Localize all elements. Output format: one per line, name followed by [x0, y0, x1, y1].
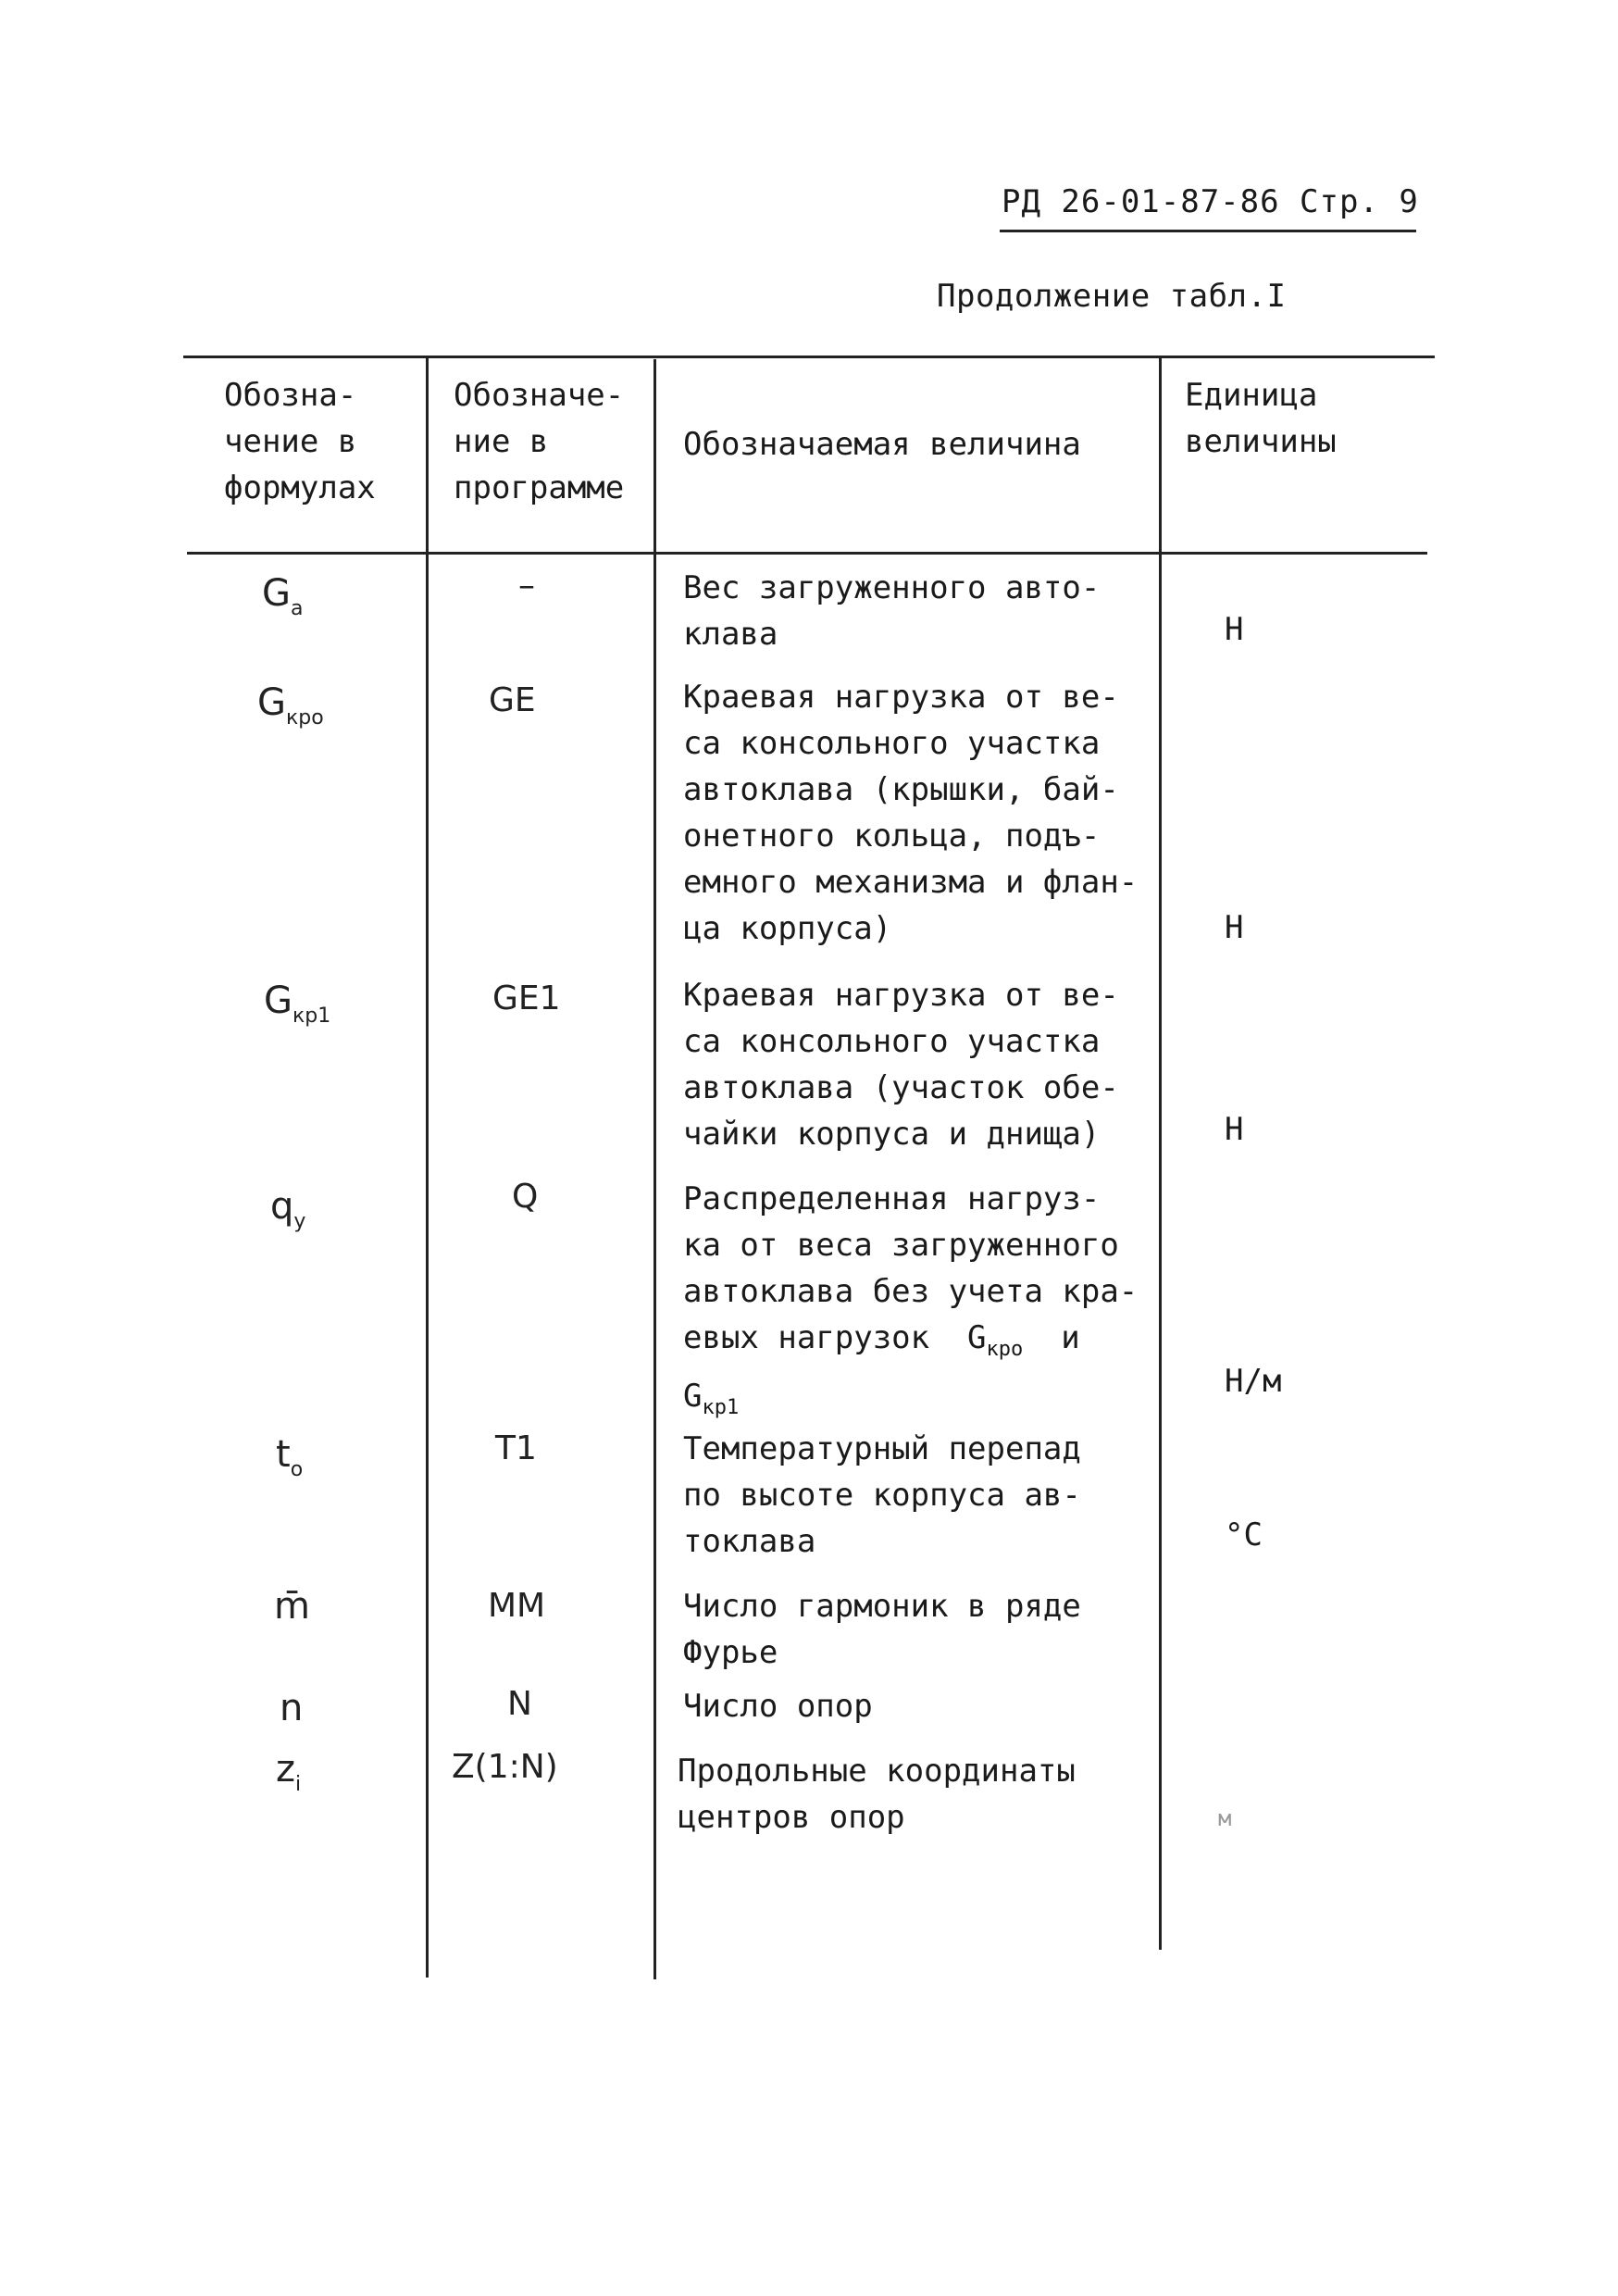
program-symbol: Q [512, 1178, 539, 1216]
document-code: РД 26-01-87-86 Стр. 9 [1002, 183, 1419, 220]
formula-symbol: $t_o$ [276, 1433, 304, 1481]
quantity-description: Число гармоник в ряде Фурье [683, 1588, 1081, 1671]
column-divider-1 [426, 357, 429, 1978]
column-header-unit: Единица величины [1185, 377, 1337, 460]
unit-value: Н [1225, 1111, 1244, 1148]
quantity-description: Продольные координаты центров опор [678, 1753, 1076, 1836]
formula-symbol: $q_у$ [270, 1185, 306, 1233]
program-symbol: GE [489, 681, 536, 719]
formula-symbol: $G_a$ [262, 572, 304, 620]
quantity-description: Распределенная нагруз- ка от веса загруженного автоклава без учета кра- евых нагрузок $G_{кро}$ и $G_{кр1}$ [683, 1180, 1139, 1419]
program-symbol: Z(1:N) [452, 1748, 558, 1786]
quantity-description: Число опор [683, 1688, 873, 1725]
column-header-formula: Обозна- чение в формулах [224, 377, 376, 506]
unit-value: Н [1225, 909, 1244, 946]
program-symbol: T1 [495, 1429, 537, 1467]
quantity-description: Вес загруженного авто- клава [683, 569, 1101, 653]
formula-symbol: n [280, 1687, 304, 1729]
document-code-underline [1000, 230, 1416, 232]
table-header-rule [187, 552, 1427, 555]
formula-symbol: $z_i$ [276, 1748, 302, 1796]
quantity-description: Краевая нагрузка от ве- са консольного участка автоклава (крышки, бай- онетного кольца, подъ- емного механизма и флан- ца корпуса) [683, 679, 1139, 947]
unit-value: °C [1225, 1516, 1263, 1554]
formula-symbol: $G_{кр1}$ [264, 980, 331, 1028]
program-symbol: – [518, 567, 535, 605]
quantity-description: Температурный перепад по высоте корпуса ав- токлава [683, 1430, 1081, 1560]
formula-symbol: $G_{кро}$ [257, 681, 324, 730]
column-header-program: Обозначе- ние в программе [454, 377, 625, 506]
unit-value: м [1218, 1805, 1232, 1831]
program-symbol: GE1 [492, 980, 561, 1017]
table-top-rule [183, 356, 1435, 358]
program-symbol: N [507, 1685, 532, 1723]
table-caption: Продолжение табл.I [937, 278, 1287, 315]
quantity-description: Краевая нагрузка от ве- са консольного участка автоклава (участок обе- чайки корпуса и днища) [683, 977, 1119, 1153]
column-divider-3 [1159, 357, 1162, 1950]
unit-value: Н [1225, 611, 1244, 648]
column-divider-2 [653, 359, 656, 1979]
formula-symbol: m̄ [274, 1585, 310, 1628]
column-header-quantity: Обозначаемая величина [683, 426, 1081, 463]
unit-value: Н/м [1225, 1363, 1282, 1400]
program-symbol: MM [488, 1587, 546, 1625]
